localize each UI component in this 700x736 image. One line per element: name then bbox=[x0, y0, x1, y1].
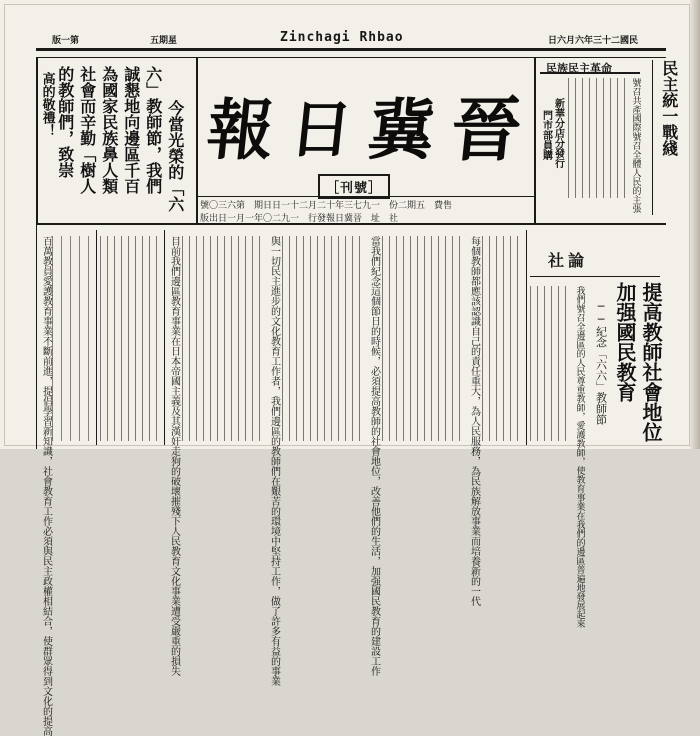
right-header-text: 民族民主革命 bbox=[546, 62, 612, 75]
editorial-kicker: 社論 bbox=[548, 251, 589, 270]
body-left-border bbox=[36, 225, 37, 449]
body-column: 與一切民主進步的文化教育工作者，我們邊區的教師們在艱苦的環境中堅持工作，做了許多有益的事業 bbox=[268, 236, 280, 686]
body-column: 目前我們邊區教育事業在日本帝國主義及其漢奸走狗的破壞摧殘下人民教育文化事業遭受嚴重的損失 bbox=[168, 236, 180, 676]
editorial-body: 我們號召全邊區的人民尊重教師，愛護教師，使教育事業在我們的邊區普遍地發展起來 bbox=[574, 286, 585, 628]
masthead-calligraphy bbox=[193, 60, 536, 188]
slogan-line: 的教師們，致崇 bbox=[55, 66, 75, 178]
weekday: 五期星 bbox=[150, 36, 178, 46]
body-print bbox=[382, 236, 462, 441]
masthead-glyph: 報 bbox=[203, 90, 278, 169]
column-rule bbox=[96, 230, 97, 445]
publication-date: 日六月六年三十二國民 bbox=[548, 36, 639, 46]
editorial-headline-2: 加强國民教育 bbox=[613, 282, 637, 402]
body-print bbox=[182, 236, 262, 441]
romanized-title: Zinchagi Rhbao bbox=[280, 30, 404, 45]
body-column: 每個教師都應該認識自己的責任重大，為人民服務，為民族解放事業而培養新的一代 bbox=[468, 236, 480, 606]
slogan-line: 誠懇地向邊區千百 bbox=[121, 66, 141, 194]
scan-edge bbox=[690, 0, 700, 449]
left-column-print bbox=[52, 236, 92, 441]
masthead-glyph: 日 bbox=[286, 92, 357, 166]
edition-label: ［刊號］ bbox=[318, 174, 390, 199]
column-print bbox=[100, 236, 160, 441]
slogan-line: 社會而辛勤「樹人 bbox=[77, 66, 97, 194]
masthead-info-rule bbox=[198, 196, 534, 197]
issue-number: 版一第 bbox=[52, 36, 80, 46]
top-rule bbox=[36, 48, 666, 51]
right-side-text: 號召共產國際號召全體人民的主張 bbox=[630, 78, 641, 213]
column-rule bbox=[164, 230, 165, 445]
body-column: 當我們紀念這個節日的時候，必須提高教師的社會地位，改善他們的生活，加强國民教育的建設工作 bbox=[368, 236, 380, 676]
editorial-rule bbox=[530, 276, 660, 277]
masthead-glyph: 冀 bbox=[364, 90, 439, 169]
body-print bbox=[482, 236, 522, 441]
right-slogan-line: 民主統一戰綫 bbox=[659, 60, 679, 156]
distribution-note: 門市部員購 bbox=[540, 110, 552, 160]
editorial-border bbox=[526, 230, 527, 445]
editorial-byline: ──紀念「六六」教師節 bbox=[594, 300, 608, 425]
slogan-line: 高的敬禮！ bbox=[39, 72, 55, 137]
slogan-line: 今當光榮的「六 bbox=[165, 100, 185, 212]
masthead-glyph: 晉 bbox=[446, 87, 526, 171]
slogan-line: 為國家民族鼻人類 bbox=[99, 66, 119, 194]
masthead-info-2: 版出日一月一年〇二九一 行發報日冀晉 址 社 bbox=[200, 214, 399, 224]
masthead-info-1: 號〇三六第 期日日一十二月二十年三七九一 份二期五 費售 bbox=[200, 201, 453, 211]
distribution-note: 新華分店分發行 bbox=[552, 98, 564, 168]
body-print bbox=[282, 236, 362, 441]
editorial-headline-1: 提高教師社會地位 bbox=[639, 282, 663, 442]
slogan-line: 六」教師節，我們 bbox=[143, 66, 163, 194]
left-box-border bbox=[36, 58, 38, 223]
left-column-text: 百萬教員愛護教育事業不斷前進，提倡學習新知識，社會教育工作必須與民主政權相結合，使群眾得到文化的提高 bbox=[40, 236, 52, 736]
right-fine-print bbox=[568, 78, 626, 198]
editorial-print bbox=[530, 286, 570, 441]
right-slogan-divider bbox=[652, 60, 653, 215]
right-box-divider bbox=[534, 58, 536, 223]
top-rule-thin bbox=[36, 57, 666, 58]
